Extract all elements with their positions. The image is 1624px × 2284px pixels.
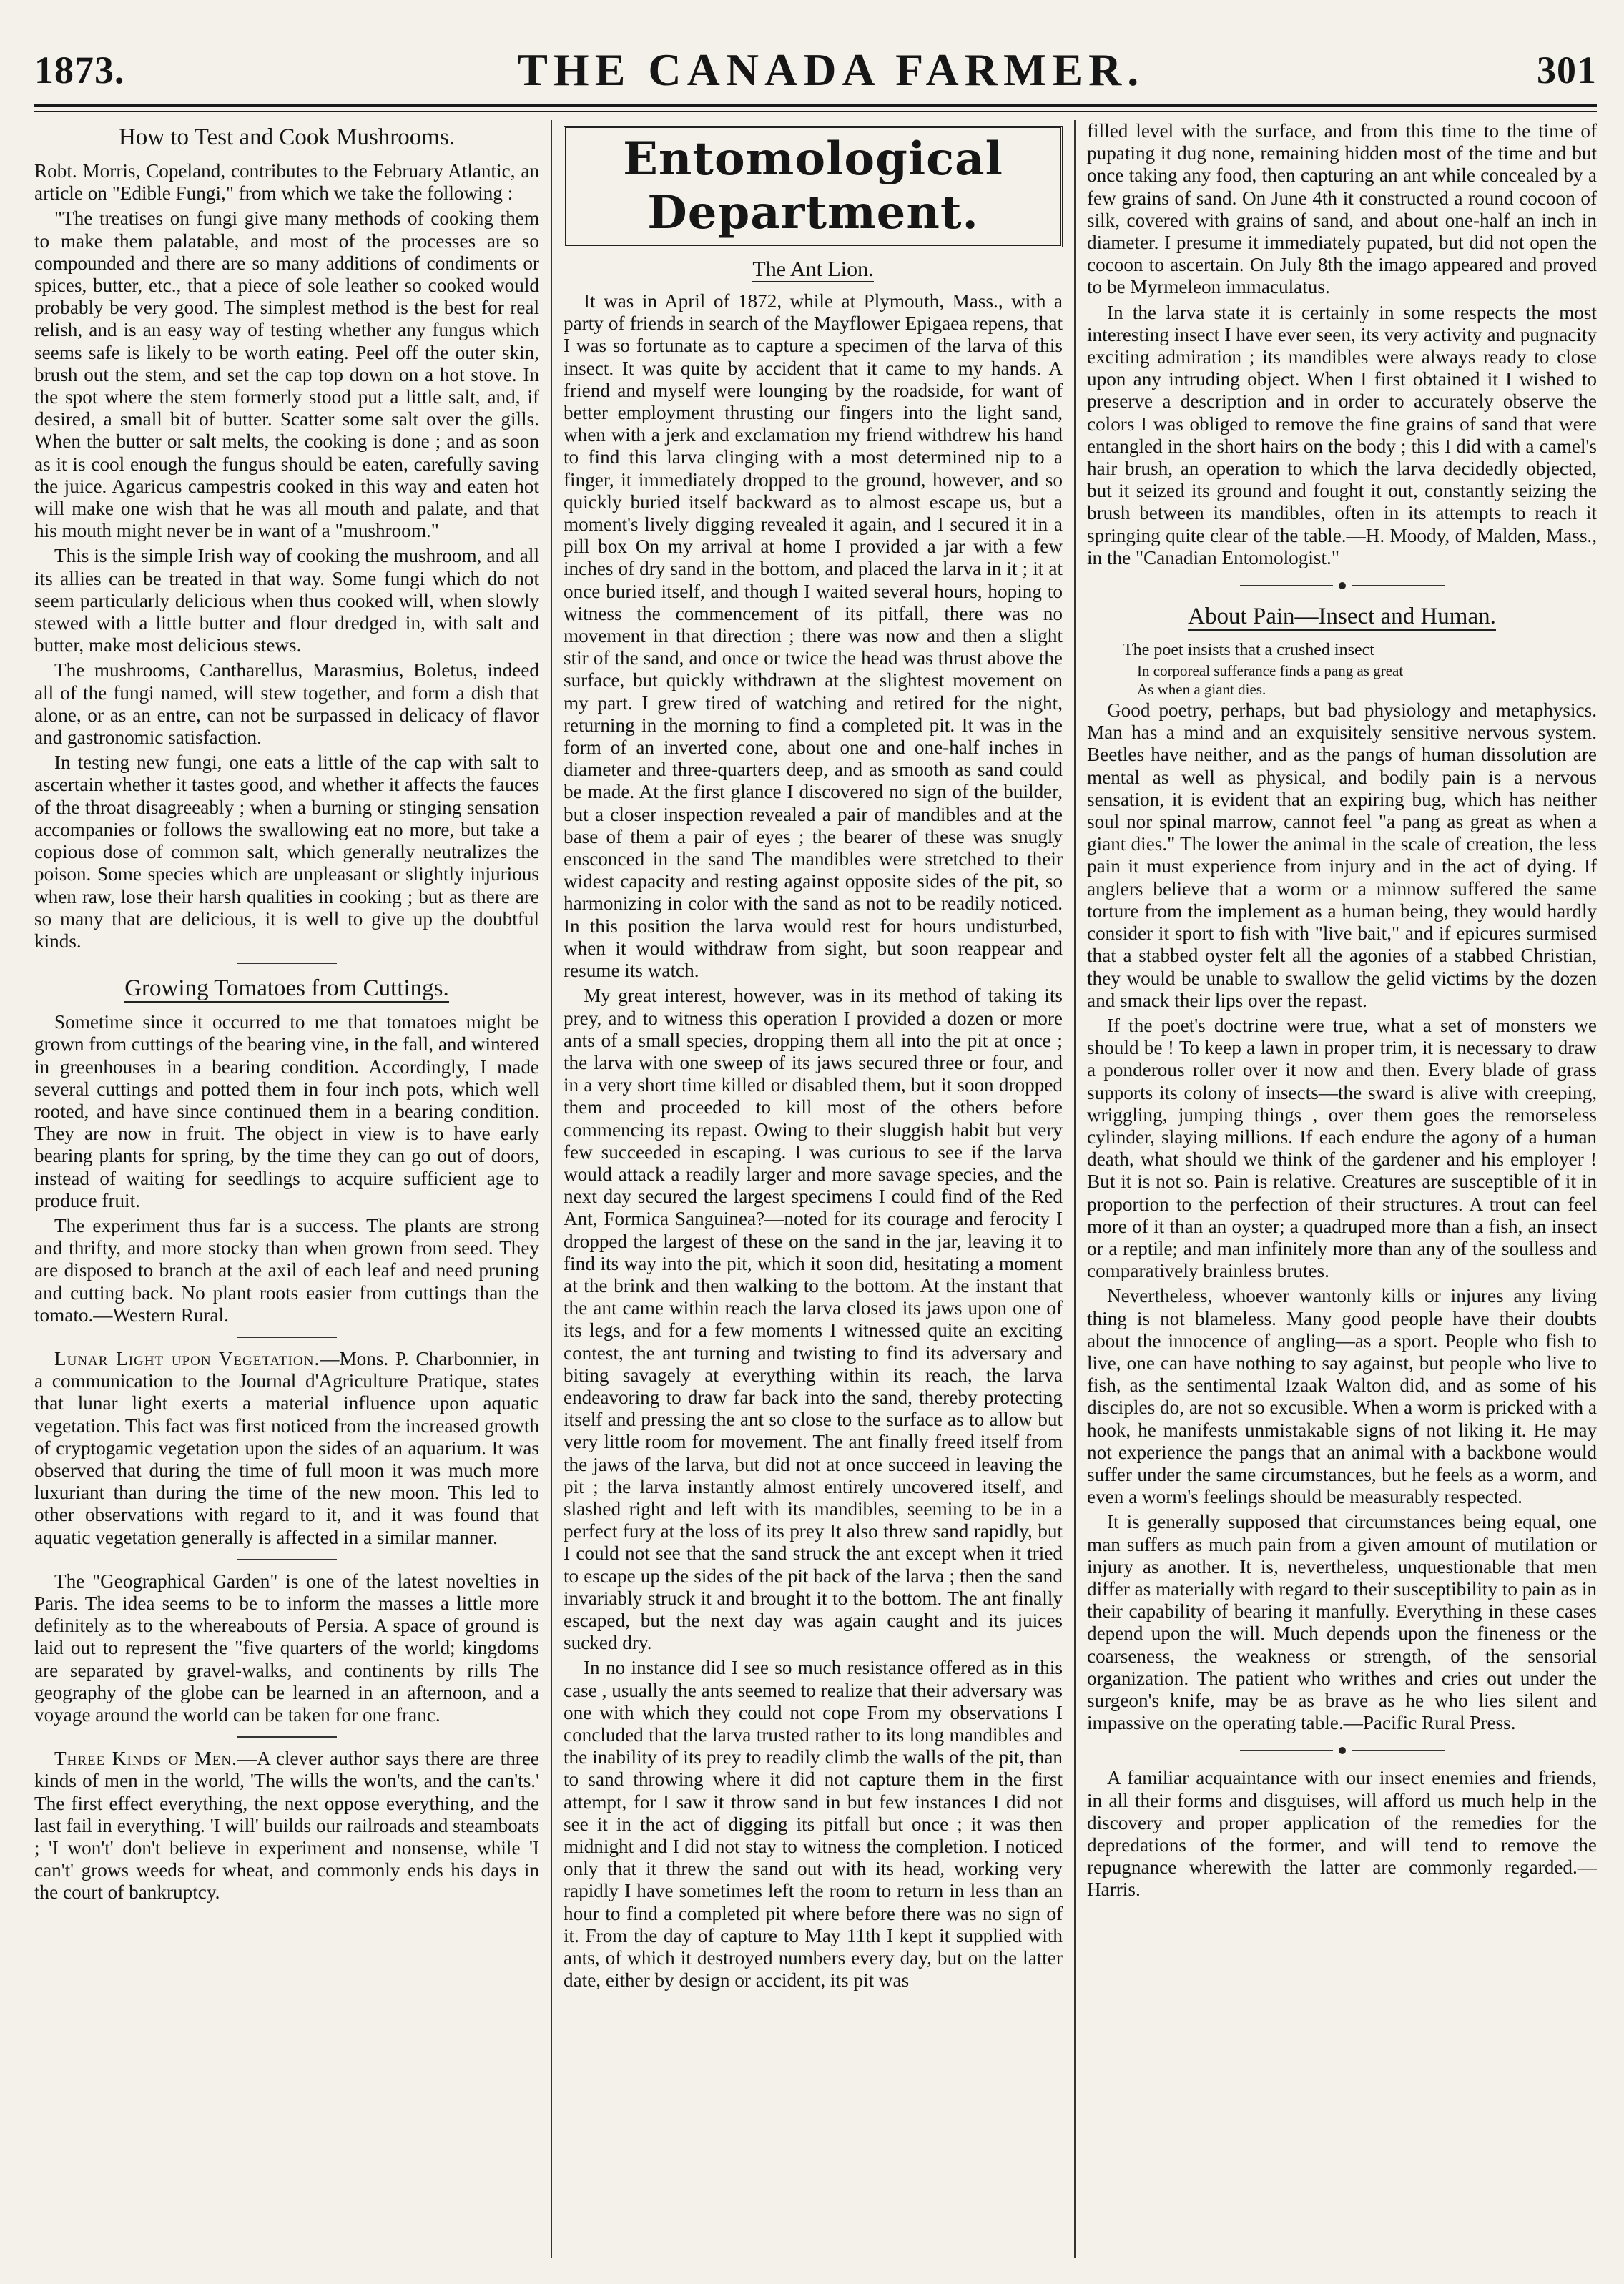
antlion-paragraph: In no instance did I see so much resistance offered as in this case , usually the ants seemed to realize that their adversary was one with which they could not cope From my observations I concluded that the larva trusted rather to its long mandibles and the inability of its prey to readily climb the walls of the pit, than to sand throwing where it did not capture them in the first attempt, for I saw it throw sand in but few instances I did not see it in the act of digging its pitfall but once ; it was then midnight and I did not stay to witness the completion. I noticed only that it threw the sand out with its head, working very rapidly I have sometimes left the room to return in less than an hour to find a completed pit where before there was no sign of it. From the day of capture to May 11th I kept it supplied with ants, of which it destroyed numbers every day, but on the latter date, either by design or accident, its pit was: [564, 1657, 1063, 1992]
divider-dot: [1339, 582, 1346, 589]
lunar-text: —Mons. P. Charbonnier, in a communication to the Journal d'Agriculture Pratique, states that lunar light exerts a material influence upon aquatic vegetation. This fact was first noticed from the increased growth of cryptogamic vegetation upon the sides of an aquarium. It was observed that during the time of full moon it was much more luxuriant than during the time of the new moon. This led to other observations with regard to it, and it was found that aquatic vegetation generally is affected in a similar manner.: [34, 1347, 539, 1548]
divider-line: [1352, 1750, 1445, 1751]
poem-line: As when a giant dies.: [1137, 681, 1266, 699]
lunar-lead: Lunar Light upon Vegetation.: [54, 1347, 320, 1369]
mushrooms-paragraph: "The treatises on fungi give many methods of cooking them to make them palatable, and most of the processes are so compounded and there are so many additions of condiments or spices, butter, etc., that a piece of sole leather so cooked would probably be very good. The simplest method is the best for real relish, and is an easy way of testing whether any fungus which seems safe is likely to be worth eating. Peel off the outer skin, brush out the stem, and set the cap top down on a hot stove. In the spot where the stem formerly stood put a little salt, and, if desired, a small bit of butter. Scatter some salt over the gills. When the butter or salt melts, the cooking is done ; and as soon as it is cool enough the fungus should be eaten, carefully saving the juice. Agaricus campestris cooked in this way and eaten hot will make one wish that he was all mouth and palate, and that his mouth might never be in want of a "mushroom.": [34, 207, 539, 542]
antlion-continued-paragraph: filled level with the surface, and from this time to the time of pupating it dug none, remaining hidden most of the time and but once taking any food, then capturing an ant while concealed by a few grains of sand. On June 4th it constructed a round cocoon of silk, covered with grains of sand, and about one-half an inch in diameter. I presume it immediately pupated, but did not open the cocoon to ascertain. On July 8th the imago appeared and proved to be Myrmeleon immaculatus.: [1087, 120, 1597, 298]
poem-line: In corporeal sufferance finds a pang as great: [1137, 662, 1404, 680]
ornament-divider: [1087, 1747, 1597, 1754]
men-text: —A clever author says there are three kinds of men in the world, 'The wills the won'ts, and the can'ts.' The first effect everything, the next oppose everything, and the last fail in everything. 'I will' builds our railroads and steamboats ; 'I won't' don't believe in experiment and nonsense, while 'I can't' grows weeds for wheat, and commonly ends his days in the court of bankruptcy.: [34, 1748, 539, 1904]
poem-line: The poet insists that a crushed insect: [1123, 641, 1374, 660]
tomatoes-heading: [34, 974, 539, 1003]
tomatoes-paragraph: Sometime since it occurred to me that tomatoes might be grown from cuttings of the bearing vine, in the fall, and wintered in greenhouses in a bearing condition. Accordingly, I made several cuttings and potted them in four inch pots, which well rooted, and have since continued them in a bearing condition. They are now in fruit. The object in view is to have early bearing plants for spring, by the time they can go out of doors, instead of waiting for seedlings to acquire sufficient age to produce fruit.: [34, 1011, 539, 1211]
tomatoes-paragraph: The experiment thus far is a success. The plants are strong and thrifty, and more stocky than when grown from seed. They are disposed to branch at the axil of each leaf and need pruning and cutting back. No plant roots easier from cuttings than the tomato.—Western Rural.: [34, 1214, 539, 1326]
men-paragraph: [34, 1748, 539, 1904]
section-rule: [237, 1559, 337, 1560]
masthead-rule: [34, 104, 1597, 112]
mushrooms-paragraph: Robt. Morris, Copeland, contributes to the February Atlantic, an article on "Edible Fungi," from which we take the following :: [34, 160, 539, 205]
department-banner: Entomological Department.: [564, 126, 1063, 247]
lunar-paragraph: [34, 1348, 539, 1549]
masthead: [34, 40, 1597, 100]
mushrooms-paragraph: This is the simple Irish way of cooking the mushroom, and all its allies can be treated in that way. Some fungi which do not seem particularly delicious when thus cooked will, when slowly stewed with a little butter and flour dredged in, with salt and butter, make most delicious stews.: [34, 545, 539, 656]
column-right: [1074, 120, 1597, 2258]
page-number: 301: [1537, 49, 1597, 92]
garden-paragraph: The "Geographical Garden" is one of the latest novelties in Paris. The idea seems to be to inform the masses a little more definitely as to the whereabouts of Persia. A space of ground is laid out to represent the "five quarters of the world; kingdoms are separated by gravel-walks, and continents by rills The geography of the globe can be learned in an afternoon, and a voyage around the world can be taken for one franc.: [34, 1570, 539, 1726]
antlion-paragraph: My great interest, however, was in its method of taking its prey, and to witness this operation I provided a dozen or more ants of a small species, dropping them all into the pit at once ; the larva with one sweep of its jaws secured three or four, and in a very short time killed or disabled them, but it soon dropped them and proceeded to kill most of the others before commencing its repast. Owing to their sluggish habit but very few succeeded in escaping. I was curious to see if the larva would attack a readily larger and more savage species, and the next day secured the largest specimens I could find of the Red Ant, Formica Sanguinea?—noted for its courage and ferocity I dropped the largest of these on the sand in the jar, leaving it to find its way into the pit, which it soon did, hesitating a moment at the brink and then walking to the bottom. At the instant that the ant came within reach the larva closed its jaws upon one of its legs, and for a few moments I witnessed quite an exciting contest, the ant turning and twisting to find its adversary and biting savagely at everything within its reach, the larva endeavoring to draw far back into the sand, thereby protecting itself and pressing the ant so close to the surface as to allow but very little room for movement. The ant finally freed itself from the jaws of the larva, but did not at once succeed in leaving the pit ; the larva instantly almost entirely uncovered itself, and slashed right and left with its mandibles, seeming to be in a perfect fury at the loss of its prey It also threw sand rapidly, but I could not see that the sand struck the ant except when it tried to escape up the sides of the pit back of the larva ; then the sand invariably struck it and brought it to the bottom. The ant finally escaped, but the next day was again caught and its juices sucked dry.: [564, 985, 1063, 1654]
ornament-divider: [1087, 582, 1597, 589]
column-left: [34, 120, 551, 2258]
columns: [34, 120, 1597, 2258]
men-lead: Three Kinds of Men.: [54, 1748, 237, 1770]
antlion-paragraph: It was in April of 1872, while at Plymouth, Mass., with a party of friends in search of the Mayflower Epigaea repens, that I was so fortunate as to capture a specimen of the larva of this insect. It was quite by accident that it came to my hands. A friend and myself were lounging by the roadside, for want of better employment thrusting our fingers into the light sand, when with a jerk and exclamation my friend withdrew his hand to find this larva clinging with a most determined nip to a finger, it immediately dropped to the ground, however, and so quickly buried itself backward as to almost escape us, but a moment's lively digging revealed it again, and I secured it in a pill box On my arrival at home I provided a jar with a few inches of dry sand in the bottom, and placed the larva in it ; it at once buried itself, and though I waited several hours, hoping to witness the commencement of its pitfall, there was no movement in that direction ; there was now and then a slight stir of the sand, and once or twice the head was thrust above the surface, but quickly withdrawn at the slightest movement on my part. I grew tired of watching and retired for the night, returning in the morning to find a completed pit. It was in the form of an inverted cone, about one and one-half inches in diameter and three-quarters deep, and as smooth as sand could be made. At the first glance I discovered no sign of the builder, but a closer inspection revealed a pair of mandibles and at the base of them a pair of eyes ; the bearer of these was snugly ensconced in the sand The mandibles were stretched to their widest capacity and resting against opposite sides of the pit, so harmonizing in color with the sand as not to be readily noticed. In this position the larva would rest for hours undisturbed, when it would withdraw from sight, but soon reappear and resume its watch.: [564, 290, 1063, 982]
section-rule: [237, 1736, 337, 1738]
mushrooms-heading: How to Test and Cook Mushrooms.: [118, 124, 456, 150]
divider-line: [1240, 585, 1333, 586]
pain-paragraph: Good poetry, perhaps, but bad physiology and metaphysics. Man has a mind and an exquisitely sensitive nervous system. Beetles have neither, and as the pangs of human dissolution are mental as well as physical, and bodily pain is a nervous sensation, it is evident that an expiring bug, which has neither soul nor spinal marrow, cannot feel "a pang as great as when a giant dies." The lower the animal in the scale of creation, the less pain it must experience from injury and in the act of dying. If anglers believe that a worm or a minnow suffered the same torture from the implement as a human being, they would hardly consider it sport to fish with "live bait," and if epicures surmised that a stabbed oyster felt all the agonies of a stabbed Christian, they would be unable to swallow the gelid victims by the dozen and smack their lips over the repast.: [1087, 699, 1597, 1011]
pain-paragraph: If the poet's doctrine were true, what a set of monsters we should be ! To keep a lawn in proper trim, it is necessary to draw a ponderous roller over it now and then. Every blade of grass supports its colony of insects—the sward is alive with creeping, wriggling, jumping things , over them goes the remorseless cylinder, slaying millions. If each endure the agony of a human death, what should we think of the gardener and his employer ! But it is not so. Pain is relative. Creatures are susceptible of it in proportion to the perfection of their structures. A trout can feel more of it than an oyster; a quadruped more than a fish, an insect or a reptile; and man infinitely more than any of the soulless and comparatively brainless brutes.: [1087, 1014, 1597, 1282]
pain-paragraph: Nevertheless, whoever wantonly kills or injures any living thing is not blameless. Many good people have their doubts about the innocence of angling—as a sport. People who fish to live, one can have nothing to say against, but people who live to fish, as the sentimental Izaak Walton did, and as some of his disciples do, are not so excusible. When a worm is pricked with a hook, he manifests unmistakable signs of not liking it. He may not experience the pangs that an animal with a backbone would suffer under the same circumstances, but he feels as a worm, and even a worm's feelings should be measurably respected.: [1087, 1285, 1597, 1508]
closing-paragraph: A familiar acquaintance with our insect enemies and friends, in all their forms and disguises, will afford us much help in the discovery and proper application of the remedies for the depredations of the former, and will tend to remove the repugnance wherewith the latter are commonly regarded.—Harris.: [1087, 1767, 1597, 1901]
masthead-title: THE CANADA FARMER.: [517, 44, 1145, 95]
mushrooms-paragraph: The mushrooms, Cantharellus, Marasmius, Boletus, indeed all of the fungi named, will stew together, and form a dish that alone, or as an entre, can not be surpassed in delicacy of flavor and gastronomic satisfaction.: [34, 659, 539, 749]
column-middle: [551, 120, 1074, 2258]
pain-heading: [1087, 602, 1597, 631]
divider-line: [1240, 1750, 1333, 1751]
divider-line: [1352, 585, 1445, 586]
divider-dot: [1339, 1747, 1346, 1754]
mushrooms-paragraph: In testing new fungi, one eats a little of the cap with salt to ascertain whether it tastes good, and whether it affects the fauces of the throat disagreeably ; when a burning or stinging sensation accompanies or follows the swallowing eat no more, but take a copious dose of common salt, which generally neutralizes the poison. Some species which are unpleasant or slightly injurious when raw, lose their harsh qualities in cooking ; but as there are so many that are delicious, it is well to give up the doubtful kinds.: [34, 752, 539, 952]
tomatoes-heading-text: Growing Tomatoes from Cuttings.: [124, 975, 449, 1002]
pain-heading-text: About Pain—Insect and Human.: [1188, 604, 1496, 630]
antlion-heading-text: The Ant Lion.: [752, 257, 874, 281]
antlion-continued-paragraph: In the larva state it is certainly in some respects the most interesting insect I have ever seen, its very activity and pugnacity exciting admiration ; its mandibles were always ready to close upon any intruding object. When I first obtained it I wished to preserve a description and in order to accurately observe the colors I was obliged to remove the fine grains of sand that were entangled in the short hairs on the body ; this I did with a camel's hair brush, an operation to which the larva decidedly objected, but it seized its ground and fought it out, constantly seizing the brush between its mandibles, often in its attempts to reach it springing quite clear of the table.—H. Moody, of Malden, Mass., in the "Canadian Entomologist.": [1087, 301, 1597, 568]
section-rule: [237, 963, 337, 964]
antlion-heading: [564, 257, 1063, 282]
section-rule: [237, 1337, 337, 1338]
masthead-year: 1873.: [34, 49, 125, 92]
pain-paragraph: It is generally supposed that circumstances being equal, one man suffers as much pain from a given amount of mutilation or injury as another. It is, nevertheless, unquestionable that men differ as materially with regard to their susceptibility to pain as in their capability of bearing it manfully. Everything in these cases depend upon the will. Much depends upon the fineness or the coarseness, the weakness or strength, of the sensorial organization. The patient who writhes and cries out under the surgeon's knife, may be as brave as he who lies silent and impassive on the operating table.—Pacific Rural Press.: [1087, 1511, 1597, 1734]
